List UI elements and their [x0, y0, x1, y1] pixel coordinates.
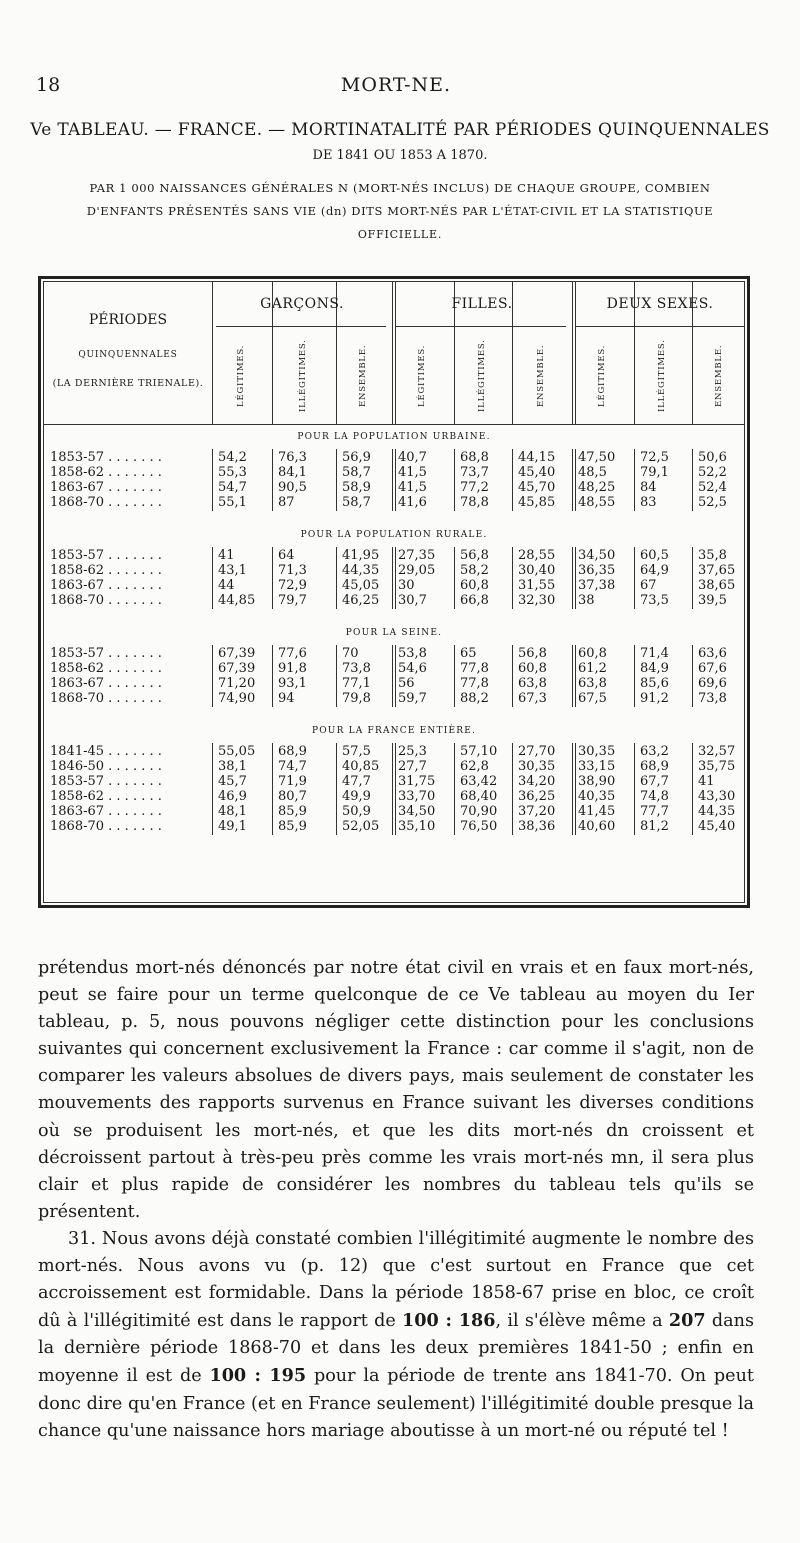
subcol-header: ILLÉGITIMES.: [477, 339, 487, 412]
paragraph-2-part-b: , il s'élève même a: [495, 1311, 669, 1332]
row-rule: [692, 449, 693, 511]
group-underline: [216, 326, 386, 327]
value-cell: 70,90: [460, 804, 498, 819]
period-cell: 1863-67 . . . . . . .: [50, 578, 162, 593]
row-rule-double: [395, 743, 396, 835]
value-cell: 50,6: [698, 450, 727, 465]
value-cell: 78,8: [460, 495, 489, 510]
description-line-2: D'ENFANTS PRÉSENTÉS SANS VIE (dn) DITS MORT-NÉS PAR L'ÉTAT-CIVIL ET LA STATISTIQUE: [86, 204, 714, 218]
value-cell: 55,3: [218, 465, 247, 480]
value-cell: 70: [342, 646, 359, 661]
value-cell: 81,2: [640, 819, 669, 834]
row-rule: [336, 547, 337, 609]
table-row: [44, 450, 744, 465]
row-rule-double: [395, 449, 396, 511]
value-cell: 79,8: [342, 691, 371, 706]
period-cell: 1853-57 . . . . . . .: [50, 548, 162, 563]
row-rule: [634, 449, 635, 511]
group-underline: [396, 326, 566, 327]
ratio-3: 100 : 195: [209, 1365, 307, 1387]
row-rule: [692, 645, 693, 707]
row-rule: [572, 743, 573, 835]
period-cell: 1868-70 . . . . . . .: [50, 495, 162, 510]
value-cell: 87: [278, 495, 295, 510]
value-cell: 60,8: [460, 578, 489, 593]
value-cell: 44: [218, 578, 235, 593]
period-cell: 1858-62 . . . . . . .: [50, 563, 162, 578]
value-cell: 74,90: [218, 691, 256, 706]
row-rule-double: [575, 449, 576, 511]
value-cell: 76,50: [460, 819, 498, 834]
period-cell: 1868-70 . . . . . . .: [50, 691, 162, 706]
period-cell: 1853-57 . . . . . . .: [50, 450, 162, 465]
row-rule: [392, 743, 393, 835]
row-rule-double: [395, 547, 396, 609]
value-cell: 33,15: [578, 759, 616, 774]
value-cell: 54,2: [218, 450, 247, 465]
value-cell: 52,5: [698, 495, 727, 510]
value-cell: 73,5: [640, 593, 669, 608]
subcol-header: ENSEMBLE.: [714, 344, 724, 408]
value-cell: 53,8: [398, 646, 427, 661]
table-row: [44, 789, 744, 804]
table-titles: [30, 120, 770, 246]
value-cell: 85,9: [278, 804, 307, 819]
value-cell: 68,9: [640, 759, 669, 774]
body-text: [38, 955, 754, 1445]
value-cell: 54,7: [218, 480, 247, 495]
table-row: [44, 744, 744, 759]
value-cell: 84,9: [640, 661, 669, 676]
value-cell: 48,1: [218, 804, 247, 819]
value-cell: 35,8: [698, 548, 727, 563]
value-cell: 37,20: [518, 804, 556, 819]
periods-header: PÉRIODES: [88, 312, 168, 328]
value-cell: 31,55: [518, 578, 556, 593]
value-cell: 45,7: [218, 774, 247, 789]
group-header-2: FILLES.: [451, 296, 513, 312]
value-cell: 63,42: [460, 774, 498, 789]
row-rule: [272, 645, 273, 707]
row-rule-double: [575, 743, 576, 835]
value-cell: 83: [640, 495, 657, 510]
value-cell: 28,55: [518, 548, 556, 563]
value-cell: 27,7: [398, 759, 427, 774]
value-cell: 71,3: [278, 563, 307, 578]
period-cell: 1863-67 . . . . . . .: [50, 480, 162, 495]
value-cell: 56,8: [518, 646, 547, 661]
row-rule: [212, 449, 213, 511]
row-rule: [572, 547, 573, 609]
table-row: [44, 563, 744, 578]
value-cell: 39,5: [698, 593, 727, 608]
paragraph-2-part-a: 31. Nous avons déjà constaté combien l'illégitimité augmente le nombre des mort-nés. Nous avons vu (p. 12) que c'est surtout en France que cet accroissement est formidable. Dans la période 1858-67 prise en bloc, ce croît dû à l'illégitimité est dans le rapport de: [38, 1228, 754, 1332]
section-title: POUR LA FRANCE ENTIÈRE.: [311, 726, 477, 736]
value-cell: 84,1: [278, 465, 307, 480]
value-cell: 43,30: [698, 789, 736, 804]
value-cell: 31,75: [398, 774, 436, 789]
value-cell: 36,25: [518, 789, 556, 804]
value-cell: 50,9: [342, 804, 371, 819]
running-head: MORT-NE.: [340, 74, 452, 96]
value-cell: 30: [398, 578, 415, 593]
table-row: [44, 548, 744, 563]
value-cell: 73,8: [698, 691, 727, 706]
description-line-1: PAR 1 000 NAISSANCES GÉNÉRALES N (MORT-NÉS INCLUS) DE CHAQUE GROUPE, COMBIEN: [89, 181, 711, 195]
table-row: [44, 819, 744, 834]
row-rule: [336, 743, 337, 835]
paragraph-2-part-d: pour la période de trente ans 1841-70. On peut donc dire qu'en France (et en France seulement) l'illégitimité double presque la chance qu'une naissance hors mariage aboutisse à un mort-né ou réputé tel !: [38, 1366, 754, 1441]
section-title: POUR LA SEINE.: [345, 628, 443, 638]
table-row: [44, 480, 744, 495]
value-cell: 32,30: [518, 593, 556, 608]
value-cell: 67,39: [218, 646, 256, 661]
row-rule: [634, 743, 635, 835]
value-cell: 41: [698, 774, 715, 789]
value-cell: 77,8: [460, 661, 489, 676]
period-cell: 1858-62 . . . . . . .: [50, 789, 162, 804]
value-cell: 48,5: [578, 465, 607, 480]
row-rule: [392, 645, 393, 707]
row-rule: [212, 743, 213, 835]
row-rule-double: [395, 645, 396, 707]
paragraph-2: [38, 1226, 754, 1445]
value-cell: 47,7: [342, 774, 371, 789]
table-inner-frame: [43, 281, 745, 903]
period-cell: 1858-62 . . . . . . .: [50, 661, 162, 676]
value-cell: 77,8: [460, 676, 489, 691]
value-cell: 44,15: [518, 450, 556, 465]
value-cell: 41: [218, 548, 235, 563]
value-cell: 30,35: [578, 744, 616, 759]
row-rule: [336, 449, 337, 511]
value-cell: 60,8: [518, 661, 547, 676]
value-cell: 67,39: [218, 661, 256, 676]
value-cell: 40,85: [342, 759, 380, 774]
table-row: [44, 495, 744, 510]
value-cell: 49,9: [342, 789, 371, 804]
value-cell: 60,8: [578, 646, 607, 661]
subcol-header: ILLÉGITIMES.: [298, 339, 308, 412]
group-header-3: DEUX SEXES.: [606, 296, 714, 312]
group-underline: [576, 326, 744, 327]
row-rule: [272, 743, 273, 835]
value-cell: 76,3: [278, 450, 307, 465]
group-header-1: GARÇONS.: [260, 296, 344, 312]
page-number: 18: [36, 74, 61, 96]
row-rule: [634, 645, 635, 707]
value-cell: 56: [398, 676, 415, 691]
value-cell: 41,6: [398, 495, 427, 510]
row-rule: [212, 547, 213, 609]
value-cell: 71,4: [640, 646, 669, 661]
subcol-header: LÉGITIMES.: [417, 344, 427, 408]
value-cell: 60,5: [640, 548, 669, 563]
value-cell: 74,8: [640, 789, 669, 804]
value-cell: 45,40: [518, 465, 556, 480]
value-cell: 33,70: [398, 789, 436, 804]
row-rule: [512, 645, 513, 707]
value-cell: 84: [640, 480, 657, 495]
value-cell: 88,2: [460, 691, 489, 706]
row-rule: [512, 743, 513, 835]
value-cell: 45,85: [518, 495, 556, 510]
value-cell: 77,6: [278, 646, 307, 661]
value-cell: 34,50: [398, 804, 436, 819]
value-cell: 67: [640, 578, 657, 593]
row-rule: [272, 547, 273, 609]
value-cell: 45,05: [342, 578, 380, 593]
value-cell: 35,75: [698, 759, 736, 774]
value-cell: 72,5: [640, 450, 669, 465]
value-cell: 38,90: [578, 774, 616, 789]
section-title: POUR LA POPULATION RURALE.: [300, 530, 488, 540]
value-cell: 44,85: [218, 593, 256, 608]
table-row: [44, 661, 744, 676]
table-row: [44, 759, 744, 774]
value-cell: 46,25: [342, 593, 380, 608]
row-rule: [692, 743, 693, 835]
period-cell: 1846-50 . . . . . . .: [50, 759, 162, 774]
value-cell: 68,40: [460, 789, 498, 804]
value-cell: 27,70: [518, 744, 556, 759]
value-cell: 34,50: [578, 548, 616, 563]
table-title: Ve TABLEAU. — FRANCE. — MORTINATALITÉ PAR PÉRIODES QUINQUENNALES: [30, 120, 770, 140]
value-cell: 91,2: [640, 691, 669, 706]
value-cell: 46,9: [218, 789, 247, 804]
value-cell: 32,57: [698, 744, 736, 759]
row-rule: [454, 547, 455, 609]
value-cell: 48,55: [578, 495, 616, 510]
row-rule: [512, 449, 513, 511]
value-cell: 58,7: [342, 495, 371, 510]
value-cell: 93,1: [278, 676, 307, 691]
period-cell: 1853-57 . . . . . . .: [50, 774, 162, 789]
value-cell: 71,9: [278, 774, 307, 789]
value-cell: 56,9: [342, 450, 371, 465]
table-row: [44, 593, 744, 608]
value-cell: 57,5: [342, 744, 371, 759]
row-rule-double: [575, 547, 576, 609]
row-rule: [454, 449, 455, 511]
value-cell: 52,05: [342, 819, 380, 834]
paragraph-2-part-c: dans la dernière période 1868-70 et dans les deux premières 1841-50 ; enfin en moyenne il est de: [38, 1311, 754, 1387]
value-cell: 44,35: [342, 563, 380, 578]
value-cell: 52,2: [698, 465, 727, 480]
value-cell: 47,50: [578, 450, 616, 465]
row-rule: [454, 743, 455, 835]
row-rule: [512, 547, 513, 609]
header-bottom-rule: [44, 424, 744, 425]
value-cell: 66,8: [460, 593, 489, 608]
value-cell: 58,2: [460, 563, 489, 578]
value-cell: 58,9: [342, 480, 371, 495]
table-row: [44, 465, 744, 480]
value-cell: 77,7: [640, 804, 669, 819]
value-cell: 85,9: [278, 819, 307, 834]
value-cell: 55,1: [218, 495, 247, 510]
value-cell: 36,35: [578, 563, 616, 578]
value-cell: 56,8: [460, 548, 489, 563]
ratio-1: 100 : 186: [402, 1310, 496, 1332]
value-cell: 38,1: [218, 759, 247, 774]
value-cell: 45,70: [518, 480, 556, 495]
value-cell: 69,6: [698, 676, 727, 691]
row-rule: [572, 449, 573, 511]
ratio-2: 207: [668, 1310, 706, 1332]
value-cell: 68,8: [460, 450, 489, 465]
subcol-header: LÉGITIMES.: [236, 344, 246, 408]
value-cell: 65: [460, 646, 477, 661]
value-cell: 44,35: [698, 804, 736, 819]
period-cell: 1858-62 . . . . . . .: [50, 465, 162, 480]
value-cell: 63,6: [698, 646, 727, 661]
value-cell: 30,40: [518, 563, 556, 578]
period-cell: 1868-70 . . . . . . .: [50, 819, 162, 834]
value-cell: 63,2: [640, 744, 669, 759]
value-cell: 63,8: [518, 676, 547, 691]
value-cell: 52,4: [698, 480, 727, 495]
value-cell: 67,7: [640, 774, 669, 789]
subcol-header: ENSEMBLE.: [358, 344, 368, 408]
subcol-header: ENSEMBLE.: [536, 344, 546, 408]
value-cell: 94: [278, 691, 295, 706]
table-row: [44, 804, 744, 819]
value-cell: 45,40: [698, 819, 736, 834]
value-cell: 74,7: [278, 759, 307, 774]
value-cell: 55,05: [218, 744, 256, 759]
row-rule: [692, 547, 693, 609]
period-cell: 1853-57 . . . . . . .: [50, 646, 162, 661]
value-cell: 41,5: [398, 480, 427, 495]
table-row: [44, 691, 744, 706]
value-cell: 57,10: [460, 744, 498, 759]
value-cell: 27,35: [398, 548, 436, 563]
table-subtitle: DE 1841 OU 1853 A 1870.: [312, 148, 488, 163]
value-cell: 90,5: [278, 480, 307, 495]
value-cell: 67,3: [518, 691, 547, 706]
value-cell: 38,36: [518, 819, 556, 834]
value-cell: 41,5: [398, 465, 427, 480]
row-rule: [454, 645, 455, 707]
row-rule: [212, 645, 213, 707]
value-cell: 72,9: [278, 578, 307, 593]
value-cell: 79,7: [278, 593, 307, 608]
row-rule: [392, 449, 393, 511]
value-cell: 79,1: [640, 465, 669, 480]
value-cell: 77,2: [460, 480, 489, 495]
value-cell: 73,8: [342, 661, 371, 676]
value-cell: 80,7: [278, 789, 307, 804]
value-cell: 62,8: [460, 759, 489, 774]
value-cell: 41,95: [342, 548, 380, 563]
table-row: [44, 578, 744, 593]
table-row: [44, 774, 744, 789]
value-cell: 49,1: [218, 819, 247, 834]
period-cell: 1868-70 . . . . . . .: [50, 593, 162, 608]
value-cell: 77,1: [342, 676, 371, 691]
value-cell: 38: [578, 593, 595, 608]
value-cell: 67,5: [578, 691, 607, 706]
row-rule: [572, 645, 573, 707]
value-cell: 35,10: [398, 819, 436, 834]
period-cell: 1863-67 . . . . . . .: [50, 804, 162, 819]
table-row: [44, 646, 744, 661]
value-cell: 37,65: [698, 563, 736, 578]
row-rule-double: [575, 645, 576, 707]
value-cell: 30,7: [398, 593, 427, 608]
value-cell: 59,7: [398, 691, 427, 706]
data-table: [38, 276, 750, 908]
value-cell: 25,3: [398, 744, 427, 759]
value-cell: 43,1: [218, 563, 247, 578]
value-cell: 73,7: [460, 465, 489, 480]
value-cell: 61,2: [578, 661, 607, 676]
value-cell: 40,7: [398, 450, 427, 465]
value-cell: 68,9: [278, 744, 307, 759]
value-cell: 48,25: [578, 480, 616, 495]
value-cell: 54,6: [398, 661, 427, 676]
paragraph-1: prétendus mort-nés dénoncés par notre état civil en vrais et en faux mort-nés, peut se faire pour un terme quelconque de ce Ve tableau au moyen du Ier tableau, p. 5, nous pouvons négliger cette distinction pour les conclusions suivantes qui concernent exclusivement la France : car comme il s'agit, non de comparer les valeurs absolues de divers pays, mais seulement de constater les mouvements des rapports survenus en France suivant les diverses conditions où se produisent les mort-nés, et que les dits mort-nés dn croissent et décroissent partout à très-peu près comme les vrais mort-nés mn, il sera plus clair et plus rapide de considérer les nombres du tableau tels qu'ils se présentent.: [38, 958, 754, 1222]
value-cell: 91,8: [278, 661, 307, 676]
value-cell: 63,8: [578, 676, 607, 691]
value-cell: 71,20: [218, 676, 256, 691]
periods-sub-1: QUINQUENNALES: [78, 350, 178, 360]
value-cell: 58,7: [342, 465, 371, 480]
value-cell: 29,05: [398, 563, 436, 578]
value-cell: 34,20: [518, 774, 556, 789]
value-cell: 41,45: [578, 804, 616, 819]
value-cell: 67,6: [698, 661, 727, 676]
period-cell: 1841-45 . . . . . . .: [50, 744, 162, 759]
page-header: [36, 74, 756, 104]
row-rule: [634, 547, 635, 609]
periods-sub-2: (LA DERNIÈRE TRIENALE).: [52, 378, 204, 389]
value-cell: 30,35: [518, 759, 556, 774]
subcol-header: ILLÉGITIMES.: [657, 339, 667, 412]
row-rule: [272, 449, 273, 511]
value-cell: 85,6: [640, 676, 669, 691]
section-title: POUR LA POPULATION URBAINE.: [297, 432, 491, 442]
value-cell: 64,9: [640, 563, 669, 578]
value-cell: 40,60: [578, 819, 616, 834]
table-description: [30, 177, 770, 246]
row-rule: [336, 645, 337, 707]
period-cell: 1863-67 . . . . . . .: [50, 676, 162, 691]
value-cell: 37,38: [578, 578, 616, 593]
value-cell: 40,35: [578, 789, 616, 804]
table-row: [44, 676, 744, 691]
value-cell: 38,65: [698, 578, 736, 593]
subcol-header: LÉGITIMES.: [597, 344, 607, 408]
row-rule: [392, 547, 393, 609]
description-line-3: OFFICIELLE.: [357, 228, 443, 241]
value-cell: 64: [278, 548, 295, 563]
